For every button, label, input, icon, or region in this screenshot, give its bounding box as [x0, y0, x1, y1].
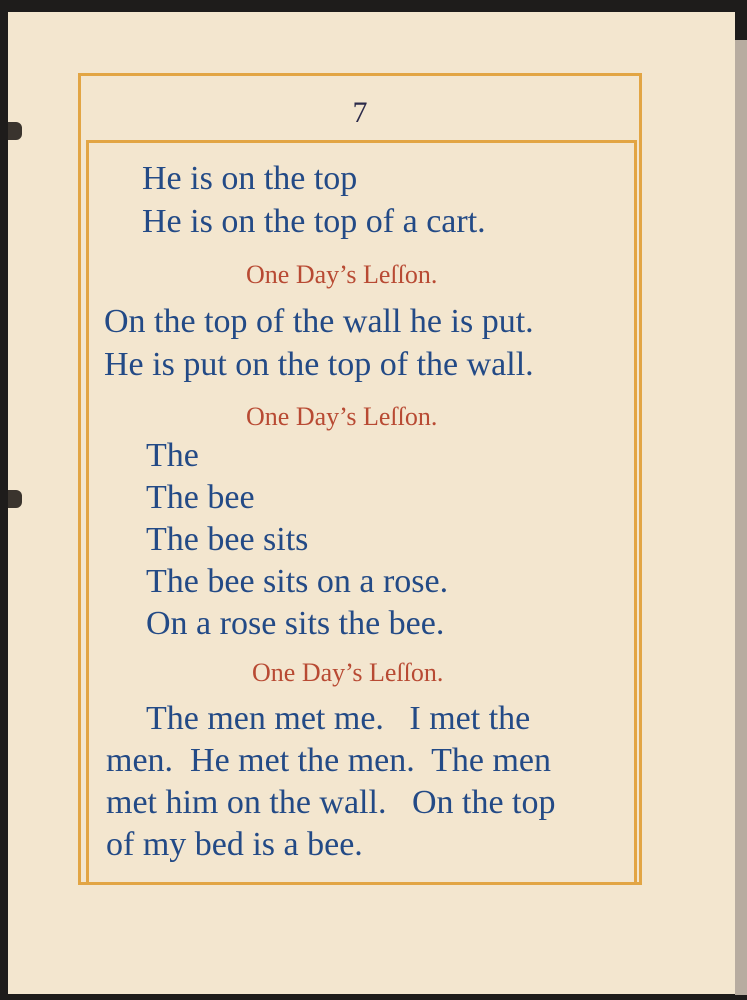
binding-thread — [8, 490, 22, 508]
text-line: The bee sits — [146, 521, 309, 558]
paragraph-line: men. He met the men. The men — [106, 742, 552, 779]
text-line: On a rose sits the bee. — [146, 605, 445, 642]
paragraph-line: met him on the wall. On the top — [106, 784, 556, 821]
text-line: The bee sits on a rose. — [146, 563, 449, 600]
header-rule — [86, 140, 636, 143]
text-line: The — [146, 437, 199, 474]
text-line: He is on the top — [142, 160, 358, 197]
next-page-edge — [735, 40, 747, 995]
text-line: He is on the top of a cart. — [142, 203, 486, 240]
page-number: 7 — [352, 96, 368, 129]
lesson-heading: One Day’s Leſſon. — [252, 658, 444, 687]
paragraph-line: of my bed is a bee. — [106, 826, 363, 863]
lesson-heading: One Day’s Leſſon. — [246, 402, 438, 431]
inner-border-left — [86, 140, 89, 882]
text-line: The bee — [146, 479, 255, 516]
lesson-heading: One Day’s Leſſon. — [246, 260, 438, 289]
paragraph-line: The men met me. I met the — [146, 700, 531, 737]
text-line: On the top of the wall he is put. — [104, 303, 534, 340]
inner-border-right — [634, 140, 637, 882]
text-line: He is put on the top of the wall. — [104, 346, 534, 383]
